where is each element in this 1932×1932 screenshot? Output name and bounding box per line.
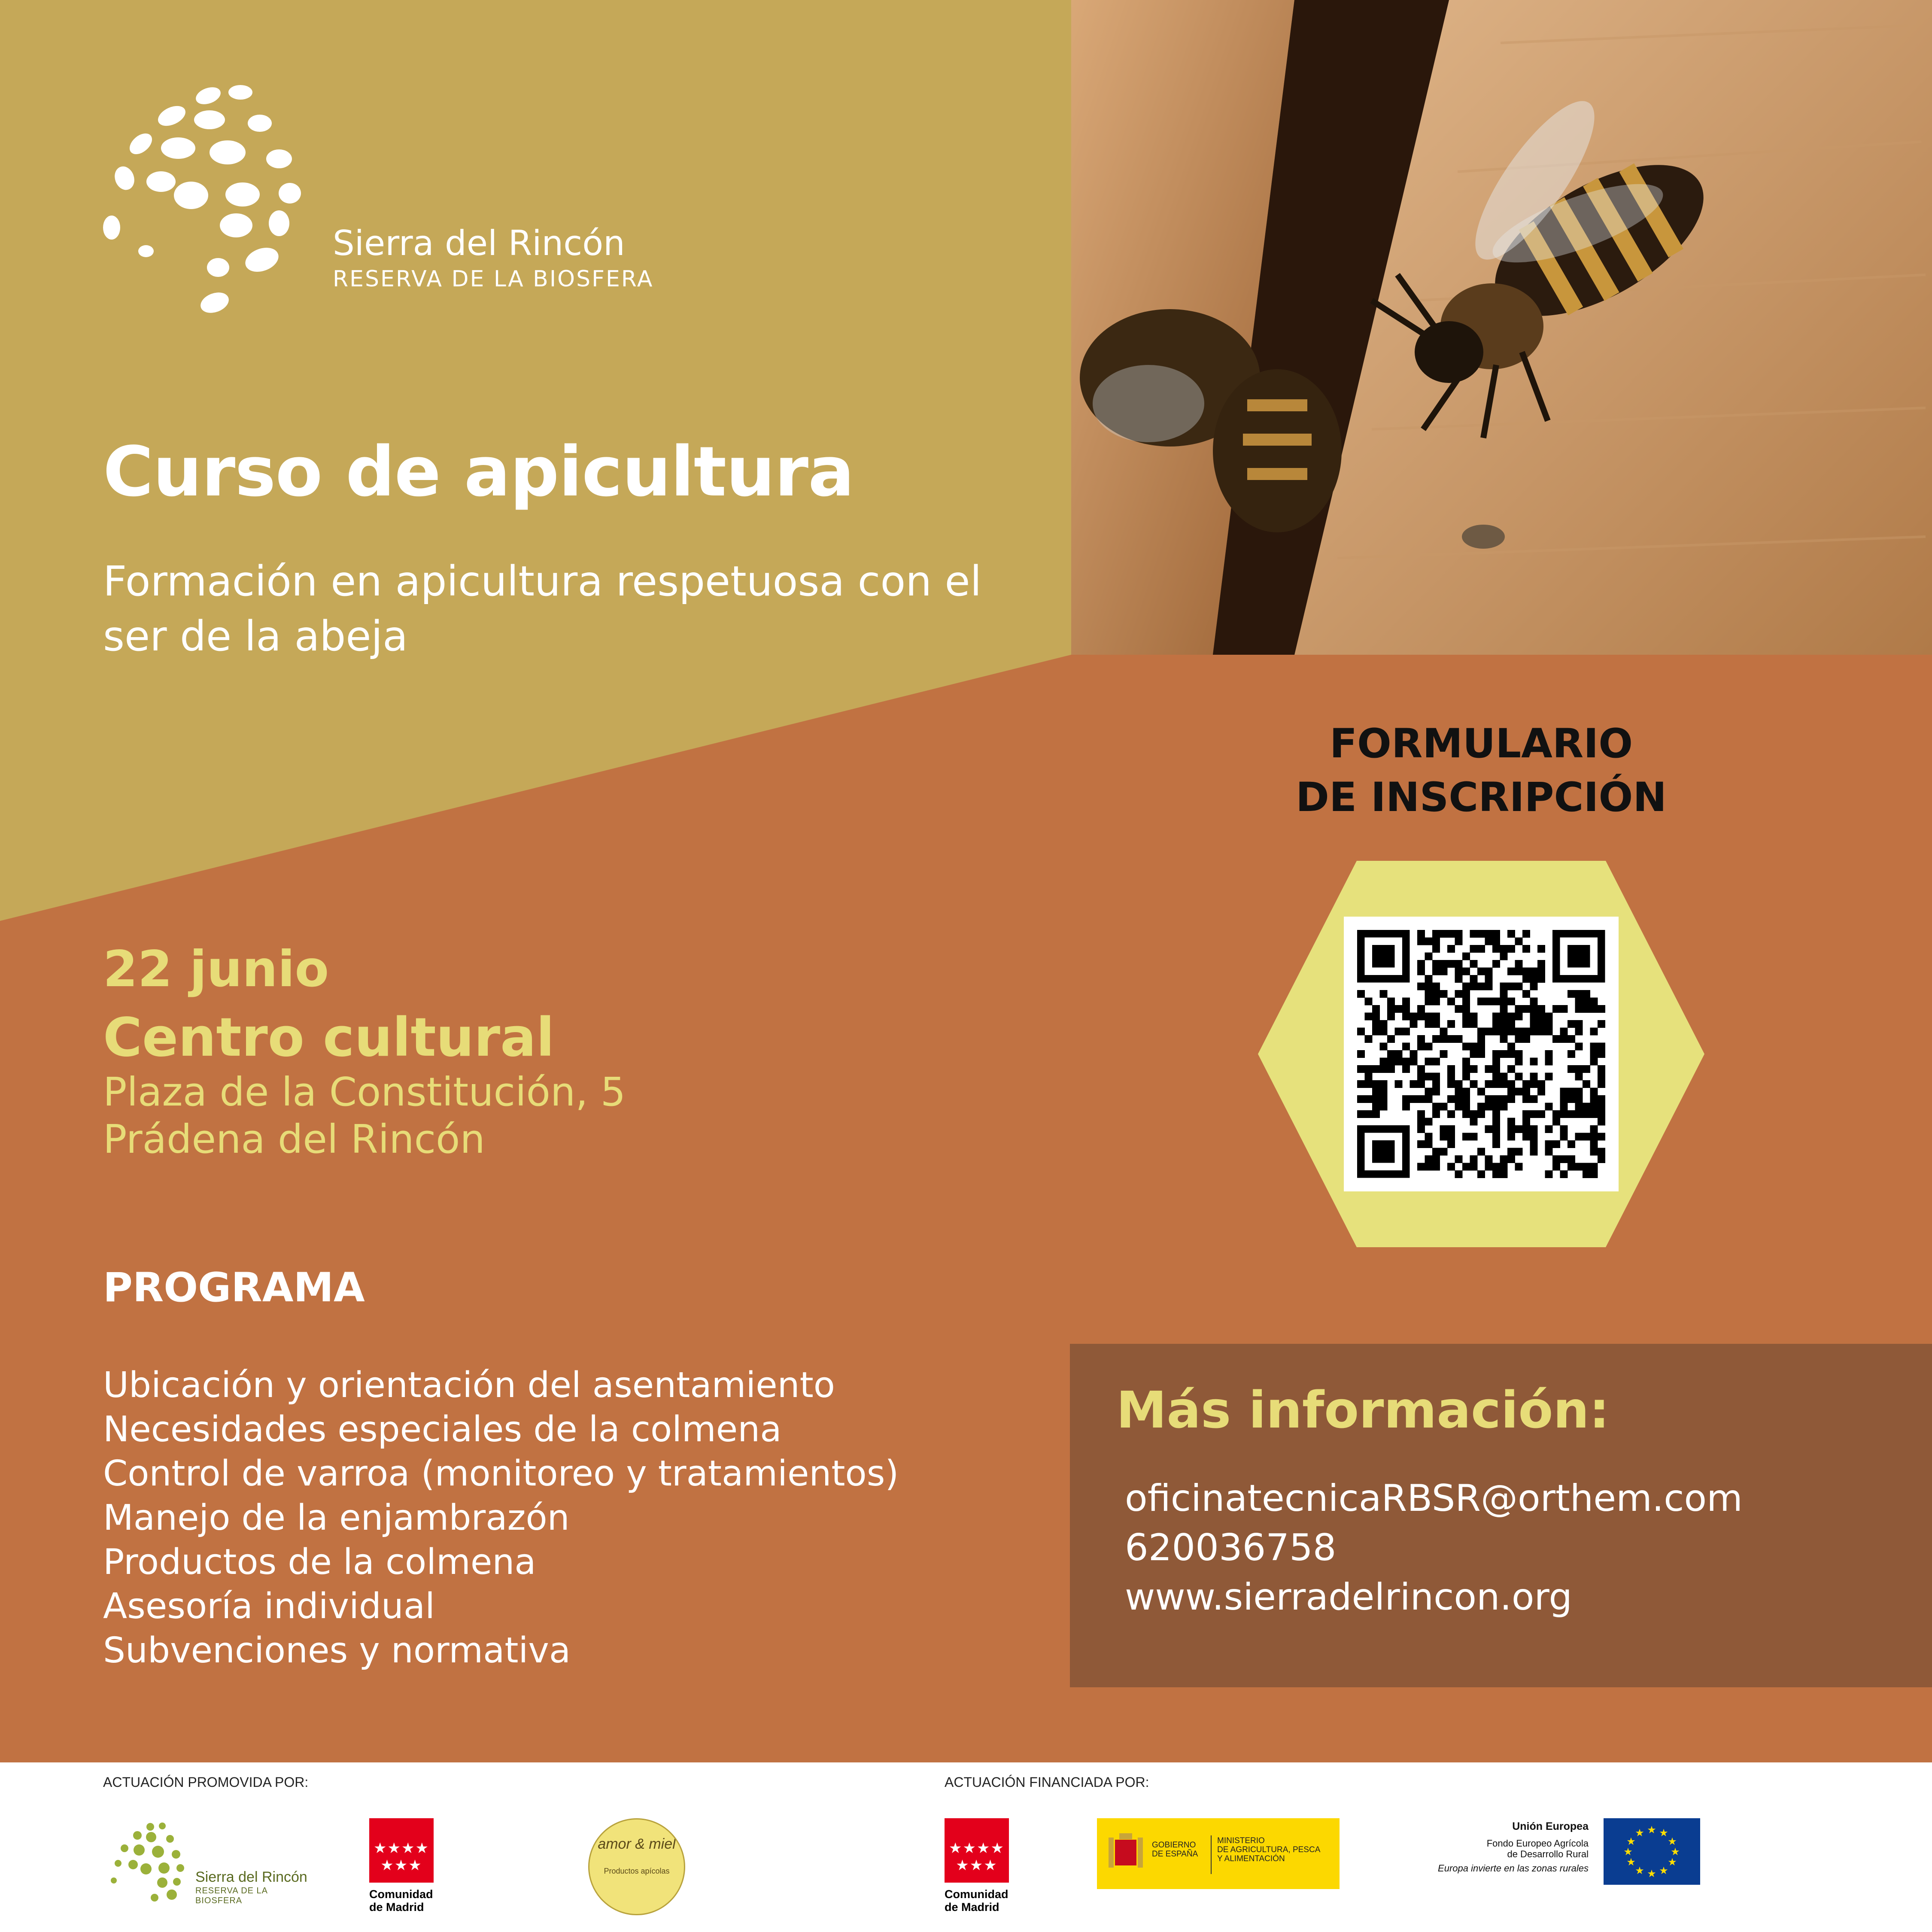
promoted-label: ACTUACIÓN PROMOVIDA POR:	[103, 1774, 309, 1790]
ministerio-text: MINISTERIO DE AGRICULTURA, PESCA Y ALIMENTACIÓN	[1217, 1836, 1321, 1863]
event-town: Prádena del Rincón	[103, 1116, 485, 1162]
logo-dots-icon	[107, 1818, 193, 1904]
list-item: Asesoría individual	[103, 1586, 435, 1627]
list-item: Control de varroa (monitoreo y tratamientos)	[103, 1453, 899, 1494]
sierra-footer-sub: RESERVA DE LA BIOSFERA	[195, 1886, 267, 1905]
svg-text:★: ★	[1623, 1846, 1633, 1858]
list-item: Ubicación y orientación del asentamiento	[103, 1365, 835, 1406]
ue-text-block	[1404, 1820, 1589, 1906]
madrid-flag-icon: ★★★★ ★★★	[945, 1818, 1009, 1883]
programa-list	[103, 1363, 899, 1673]
madrid-flag-icon: ★★★★ ★★★	[369, 1818, 434, 1883]
comunidad-name: Comunidad de Madrid	[369, 1888, 433, 1914]
amor-miel-sub: Productos apícolas	[604, 1867, 670, 1875]
ministerio-logo	[1097, 1818, 1340, 1889]
amor-miel-logo	[588, 1818, 685, 1915]
sierra-footer-logo	[107, 1818, 313, 1904]
logo-dots-icon	[99, 84, 322, 324]
svg-text:★: ★	[1668, 1856, 1677, 1868]
amor-miel-name: amor & miel	[598, 1836, 676, 1852]
info-web-link[interactable]: www.sierradelrincon.org	[1125, 1576, 1572, 1619]
comunidad-madrid-logo-2	[945, 1818, 1013, 1926]
info-phone[interactable]: 620036758	[1125, 1526, 1337, 1569]
page-subtitle: Formación en apicultura respetuosa con el ser de la abeja	[103, 557, 982, 660]
info-title: Más información:	[1116, 1380, 1610, 1440]
list-item: Necesidades especiales de la colmena	[103, 1409, 782, 1450]
event-date: 22 junio	[103, 940, 329, 998]
page-title: Curso de apicultura	[103, 431, 854, 512]
spain-shield-icon	[1106, 1833, 1145, 1874]
list-item: Subvenciones y normativa	[103, 1630, 571, 1671]
info-email-link[interactable]: oficinatecnicaRBSR@orthem.com	[1125, 1477, 1743, 1520]
bee-photo	[1071, 0, 1932, 655]
svg-text:★: ★	[1647, 1868, 1656, 1880]
logo-name: Sierra del Rincón	[333, 223, 625, 263]
list-item: Productos de la colmena	[103, 1542, 536, 1583]
svg-text:★: ★	[1671, 1846, 1680, 1858]
qr-code-icon	[1344, 917, 1619, 1191]
ue-fondo: Fondo Europeo Agrícola de Desarrollo Rural	[1486, 1838, 1589, 1859]
eu-flag-icon	[1604, 1818, 1700, 1885]
svg-text:★: ★	[1626, 1835, 1636, 1847]
svg-text:★: ★	[1659, 1827, 1668, 1839]
ue-tagline: Europa invierte en las zonas rurales	[1438, 1863, 1589, 1874]
ue-title: Unión Europea	[1512, 1820, 1589, 1832]
svg-text:★: ★	[1635, 1865, 1644, 1877]
svg-text:★: ★	[1647, 1824, 1656, 1836]
event-address: Plaza de la Constitución, 5	[103, 1069, 626, 1115]
comunidad-name: Comunidad de Madrid	[945, 1888, 1009, 1914]
financed-label: ACTUACIÓN FINANCIADA POR:	[945, 1774, 1149, 1790]
list-item: Manejo de la enjambrazón	[103, 1498, 570, 1538]
comunidad-madrid-logo	[369, 1818, 438, 1926]
footer	[0, 1762, 1932, 1932]
sierra-footer-name: Sierra del Rincón	[195, 1869, 307, 1885]
qr-code[interactable]	[1344, 917, 1619, 1191]
svg-text:★: ★	[1626, 1856, 1636, 1868]
registration-title: FORMULARIO DE INSCRIPCIÓN	[1295, 720, 1667, 821]
svg-text:★: ★	[1635, 1827, 1644, 1839]
event-venue: Centro cultural	[103, 1007, 555, 1069]
programa-title: PROGRAMA	[103, 1264, 365, 1311]
logo-subtitle: RESERVA DE LA BIOSFERA	[333, 266, 654, 292]
svg-text:★: ★	[1659, 1865, 1668, 1877]
svg-text:★: ★	[1668, 1835, 1677, 1847]
gobierno-text: GOBIERNO DE ESPAÑA	[1152, 1841, 1198, 1859]
